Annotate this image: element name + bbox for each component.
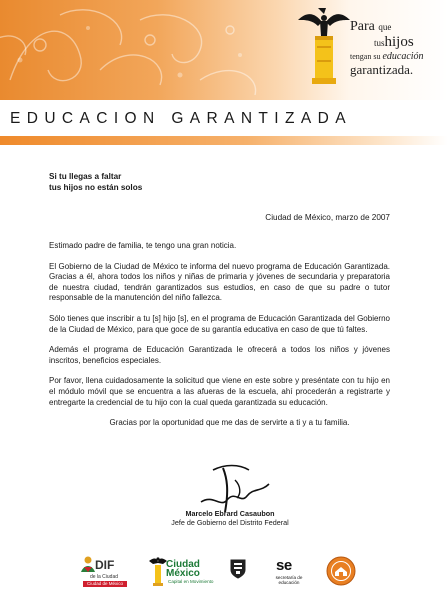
tagline-line-1: Si tu llegas a faltar [49, 172, 122, 181]
ciudad-mexico-logo-sub: Capital en Movimiento [168, 579, 214, 584]
dif-logo-word: DIF [95, 558, 115, 572]
orange-divider [0, 136, 448, 145]
signer-name: Marcelo Ebrard Casaubon [185, 509, 275, 518]
ciudad-mexico-logo-word [166, 560, 200, 578]
education-seal-icon [326, 556, 356, 586]
signature-icon [183, 460, 273, 516]
greeting: Estimado padre de familia, te tengo una gran noticia. [49, 241, 237, 250]
signer-block [150, 509, 310, 527]
slogan-que: que [378, 22, 392, 32]
slogan-tus: tus [374, 38, 385, 48]
decorative-swirl-icon [0, 0, 300, 100]
tagline [49, 171, 142, 193]
se-logo-word: se [276, 557, 292, 574]
coat-of-arms-icon [229, 558, 247, 580]
slogan-tengan-su: tengan su [350, 52, 381, 61]
dif-logo-sub: de la Ciudad [89, 574, 119, 580]
slogan-garantizada: garantizada. [350, 62, 414, 77]
slogan-hijos: hijos [384, 34, 414, 50]
ciudad-word: Ciudad [166, 559, 200, 570]
ciudad-mexico-logo-icon [148, 555, 168, 587]
footer-logos [0, 555, 448, 591]
paragraph-4: Por favor, llena cuidadosamente la solicitud que viene en este sobre y preséntate con tu hijo en el módulo móvil que se encuentra a las afueras de la escuela, ahí procederán a registrarte y entregarte la credencial de tu hijo con la cual queda garantizada su educación. [49, 376, 390, 407]
letter-body [49, 241, 390, 439]
angel-independence-icon [296, 6, 352, 86]
mexico-word: México [166, 568, 200, 579]
paragraph-2: Sólo tienes que inscribir a tu [s] hijo [s], en el programa de Educación Garantizada del Gobierno de la Ciudad de México, para que goce de su garantía educativa en caso de que tú faltes. [49, 313, 390, 334]
slogan-para: Para [350, 19, 375, 34]
date-line: Ciudad de México, marzo de 2007 [265, 213, 390, 222]
dif-logo-tag: Ciudad de México [83, 581, 127, 587]
paragraph-3: Además el programa de Educación Garantizada le ofrecerá a todos los niños y jóvenes inscritos, beneficios especiales. [49, 345, 390, 365]
dif-logo-icon [80, 555, 96, 573]
banner-title: EDUCACION GARANTIZADA [10, 110, 352, 127]
letterhead [0, 0, 448, 100]
slogan-educacion: educación [382, 51, 424, 62]
se-logo-sub: secretaría de educación [275, 575, 303, 585]
slogan [350, 20, 446, 76]
closing: Gracias por la oportunidad que me das de servirte a ti y a tu familia. [109, 418, 350, 428]
tagline-line-2: tus hijos no están solos [49, 183, 143, 192]
paragraph-1: El Gobierno de la Ciudad de México te informa del nuevo programa de Educación Garantizada. Gracias a él, ahora todos los niños y niñas de primaria y jóvenes de secundaria y preparatoria de nuestra ciudad, tendrán garantizados sus estudios, en caso de que su padre o tutor responsable de la manutención del niño fallezca. [49, 261, 390, 303]
signer-title: Jefe de Gobierno del Distrito Federal [171, 518, 289, 527]
